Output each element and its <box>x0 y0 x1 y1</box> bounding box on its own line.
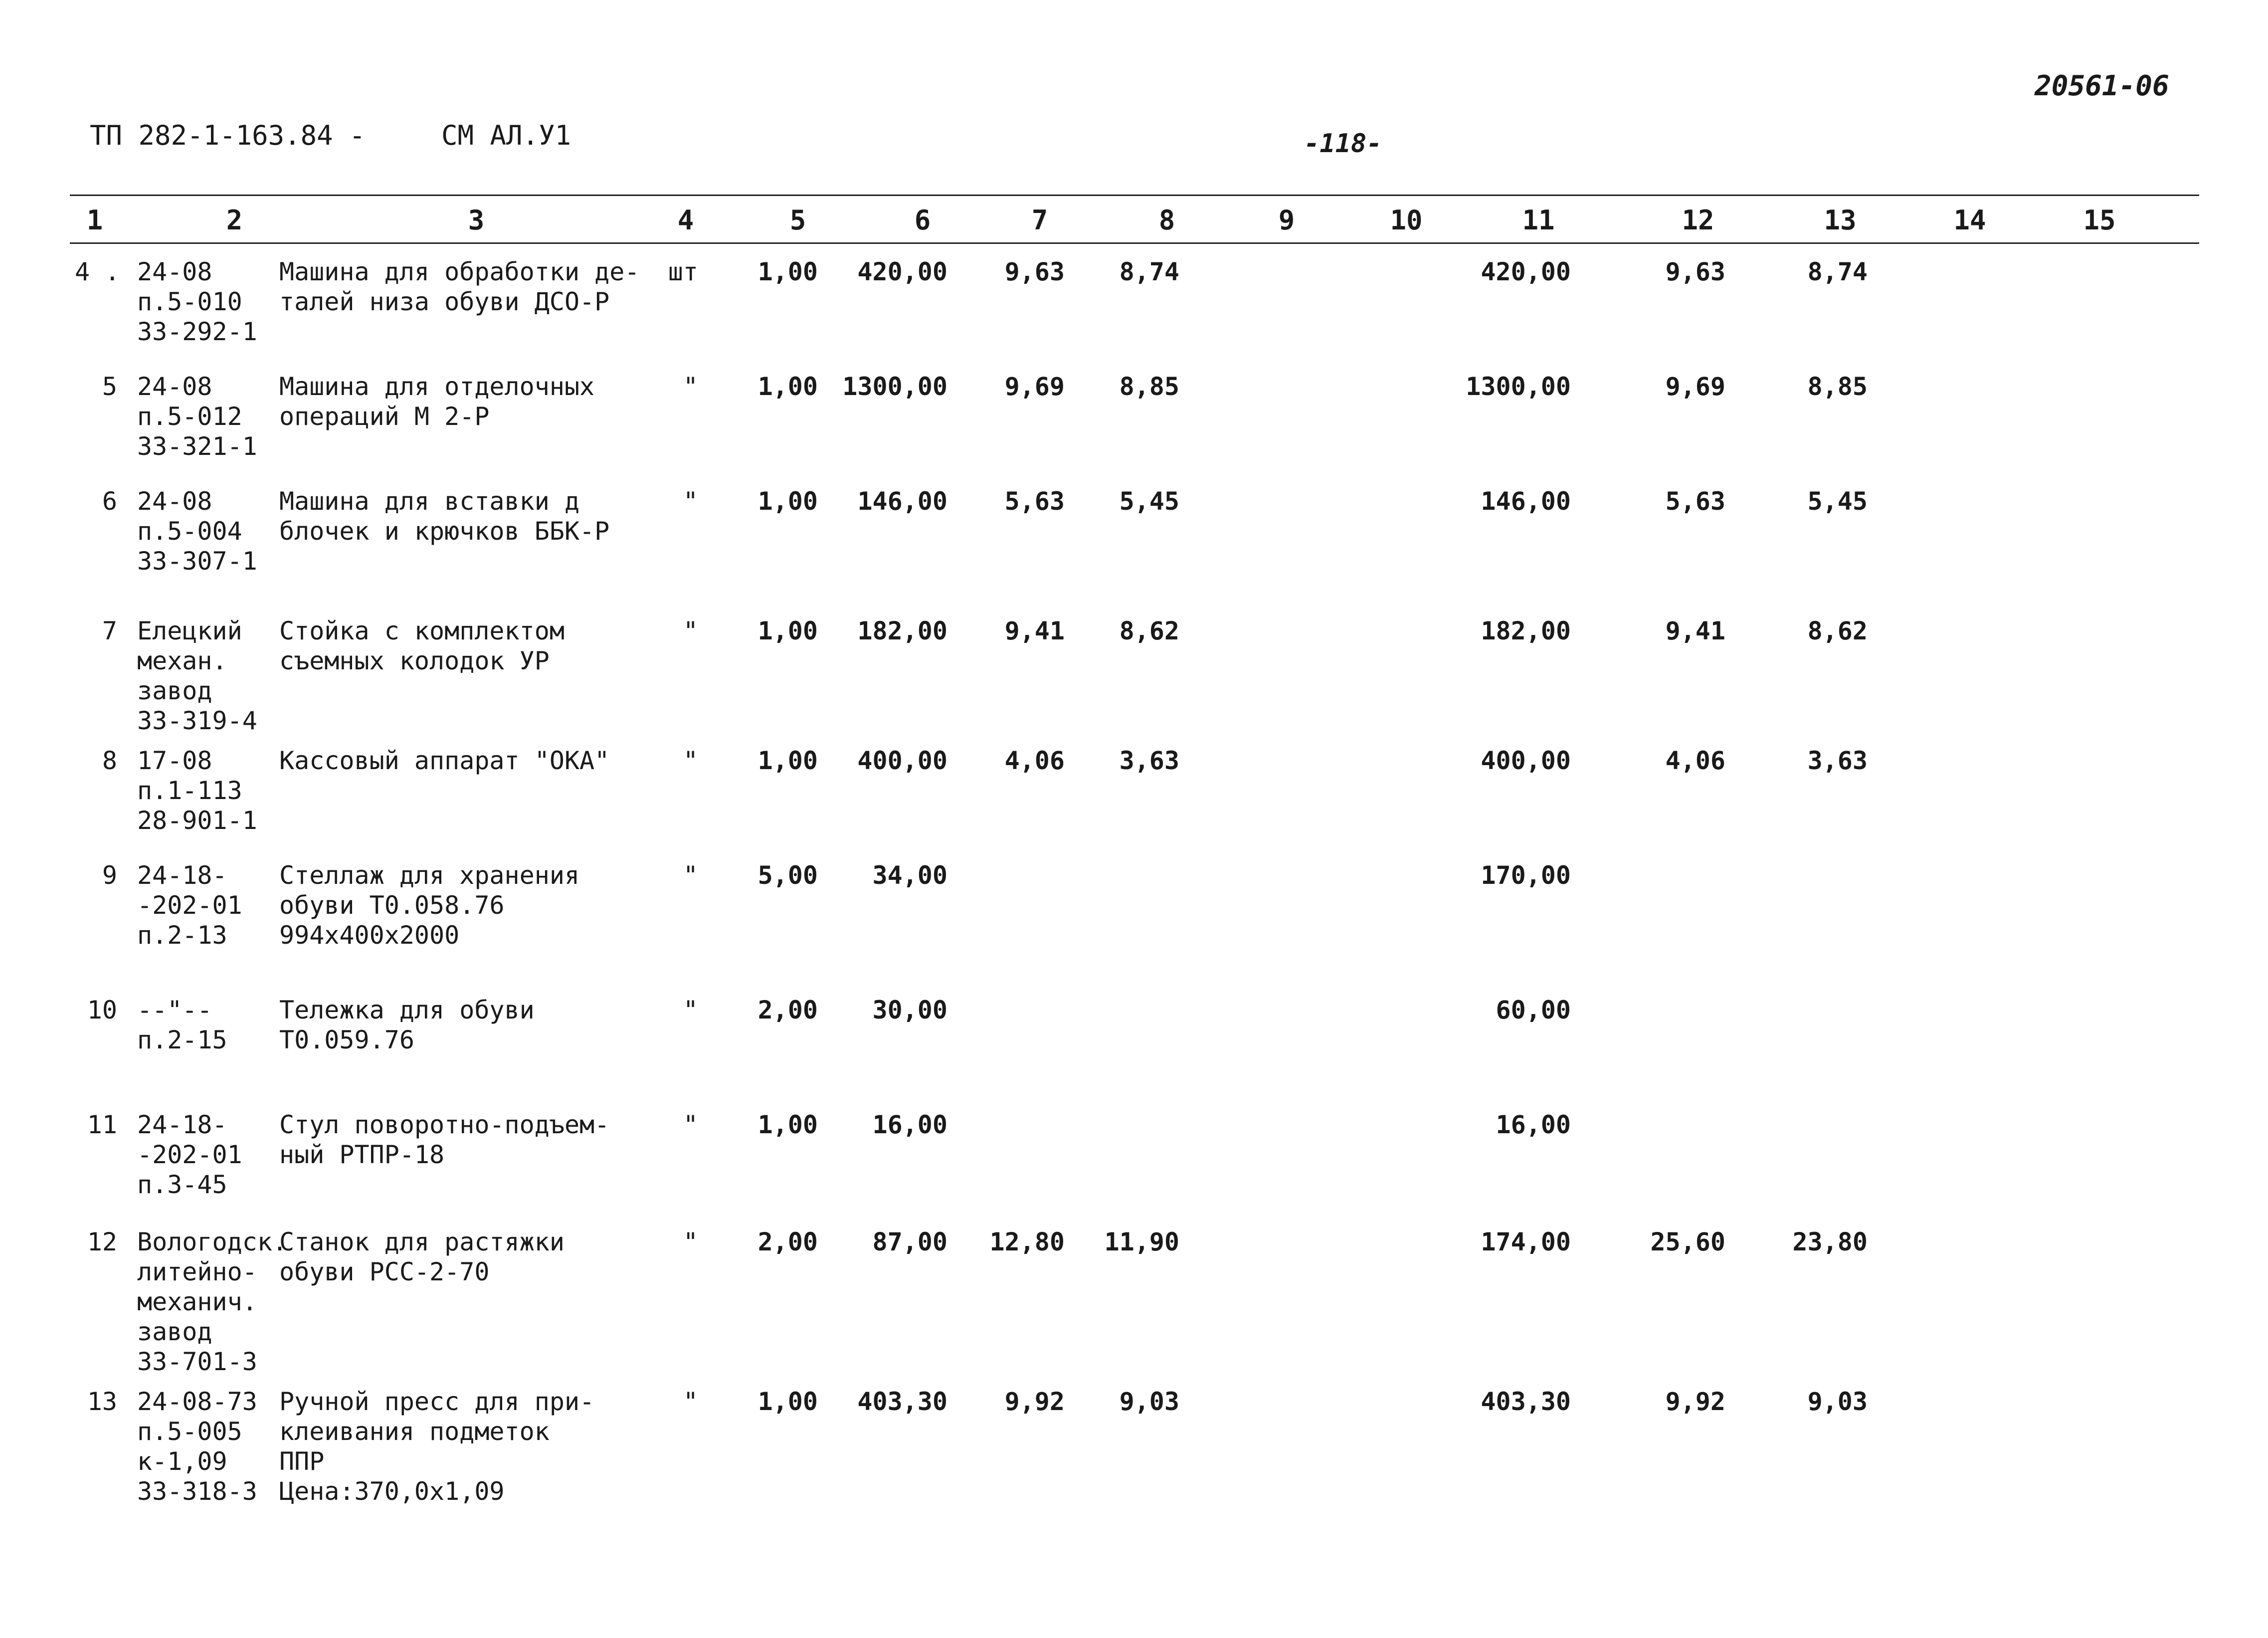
column-number: 12 <box>1682 205 1714 236</box>
unit-price: 34,00 <box>872 861 947 890</box>
unit: шт <box>668 257 698 286</box>
item-name: Ручной пресс для при- клеивания подметок ППР Цена:370,0х1,09 <box>279 1387 595 1506</box>
column-number: 8 <box>1158 205 1175 236</box>
quantity: 1,00 <box>757 372 818 401</box>
quantity: 2,00 <box>757 1228 818 1256</box>
row-number: 11 <box>87 1110 117 1139</box>
unit: " <box>683 996 698 1024</box>
unit: " <box>683 487 698 516</box>
row-number: 12 <box>87 1228 117 1256</box>
col12-value: 9,92 <box>1665 1387 1725 1416</box>
col12-value: 25,60 <box>1650 1228 1725 1256</box>
price-reference: 24-08 п.5-010 33-292-1 <box>137 257 257 346</box>
column-number: 6 <box>914 205 931 236</box>
quantity: 5,00 <box>757 861 818 890</box>
quantity: 1,00 <box>757 616 818 645</box>
price-reference: 24-18- -202-01 п.2-13 <box>137 861 242 950</box>
col8-value: 8,85 <box>1119 372 1179 401</box>
row-number: 7 <box>102 616 117 645</box>
sheet-code: СМ АЛ.У1 <box>441 120 571 151</box>
col12-value: 9,69 <box>1665 372 1725 401</box>
column-number: 9 <box>1278 205 1295 236</box>
price-reference: 24-08-73 п.5-005 к-1,09 33-318-3 <box>137 1387 257 1506</box>
total-price: 420,00 <box>1481 257 1571 286</box>
col7-value: 5,63 <box>1004 487 1065 516</box>
total-price: 16,00 <box>1496 1110 1571 1139</box>
unit-price: 400,00 <box>857 746 947 775</box>
total-price: 400,00 <box>1481 746 1571 775</box>
column-number: 2 <box>226 205 243 236</box>
col7-value: 9,92 <box>1004 1387 1065 1416</box>
col12-value: 9,41 <box>1665 616 1725 645</box>
price-reference: Вологодск. литейно- механич. завод 33-701-3 <box>137 1228 288 1376</box>
total-price: 1300,00 <box>1466 372 1571 401</box>
unit: " <box>683 1110 698 1139</box>
item-name: Стул поворотно-подъем- ный РТПР-18 <box>279 1110 610 1169</box>
col7-value: 9,63 <box>1004 257 1065 286</box>
column-number: 7 <box>1031 205 1048 236</box>
quantity: 1,00 <box>757 1387 818 1416</box>
column-number: 14 <box>1953 205 1986 236</box>
price-reference: 24-18- -202-01 п.3-45 <box>137 1110 242 1199</box>
total-price: 403,30 <box>1481 1387 1571 1416</box>
col8-value: 3,63 <box>1119 746 1179 775</box>
price-reference: --"-- п.2-15 <box>137 996 227 1054</box>
col8-value: 8,74 <box>1119 257 1179 286</box>
column-number: 10 <box>1390 205 1423 236</box>
column-number: 13 <box>1824 205 1857 236</box>
row-number: 9 <box>102 861 117 890</box>
quantity: 1,00 <box>757 487 818 516</box>
row-number: 4 . <box>75 257 120 286</box>
col13-value: 23,80 <box>1792 1228 1868 1256</box>
col12-value: 4,06 <box>1665 746 1725 775</box>
row-number: 5 <box>102 372 117 401</box>
total-price: 174,00 <box>1481 1228 1571 1256</box>
unit: " <box>683 372 698 401</box>
total-price: 170,00 <box>1481 861 1571 890</box>
price-reference: Елецкий механ. завод 33-319-4 <box>137 616 257 735</box>
column-number: 15 <box>2083 205 2116 236</box>
unit: " <box>683 861 698 890</box>
unit: " <box>683 746 698 775</box>
item-name: Машина для обработки де- талей низа обуви ДСО-Р <box>279 257 640 316</box>
col7-value: 4,06 <box>1004 746 1065 775</box>
item-name: Стойка с комплектом съемных колодок УР <box>279 616 565 675</box>
unit-price: 182,00 <box>857 616 947 645</box>
unit-price: 16,00 <box>872 1110 947 1139</box>
price-reference: 24-08 п.5-012 33-321-1 <box>137 372 257 461</box>
table-header-rule <box>70 242 2199 244</box>
price-reference: 17-08 п.1-113 28-901-1 <box>137 746 257 835</box>
document-reference: ТП 282-1-163.84 - <box>90 120 366 151</box>
quantity: 1,00 <box>757 257 818 286</box>
row-number: 6 <box>102 487 117 516</box>
item-name: Тележка для обуви Т0.059.76 <box>279 996 535 1054</box>
col8-value: 5,45 <box>1119 487 1179 516</box>
column-number: 5 <box>789 205 806 236</box>
unit-price: 1300,00 <box>842 372 947 401</box>
total-price: 60,00 <box>1496 996 1571 1024</box>
col8-value: 8,62 <box>1119 616 1179 645</box>
row-number: 13 <box>87 1387 117 1416</box>
quantity: 2,00 <box>757 996 818 1024</box>
row-number: 8 <box>102 746 117 775</box>
page-number: -118- <box>1304 129 1382 159</box>
column-number: 1 <box>86 205 103 236</box>
item-name: Машина для вставки д блочек и крючков ББК-Р <box>279 487 610 546</box>
item-name: Кассовый аппарат "ОКА" <box>279 746 610 775</box>
unit-price: 87,00 <box>872 1228 947 1256</box>
col12-value: 9,63 <box>1665 257 1725 286</box>
total-price: 146,00 <box>1481 487 1571 516</box>
document-code: 20561-06 <box>2035 70 2169 102</box>
unit: " <box>683 616 698 645</box>
col13-value: 8,85 <box>1807 372 1868 401</box>
unit: " <box>683 1387 698 1416</box>
quantity: 1,00 <box>757 746 818 775</box>
item-name: Машина для отделочных операций М 2-Р <box>279 372 595 431</box>
col7-value: 9,69 <box>1004 372 1065 401</box>
price-reference: 24-08 п.5-004 33-307-1 <box>137 487 257 576</box>
item-name: Станок для растяжки обуви РСС-2-70 <box>279 1228 565 1286</box>
col8-value: 11,90 <box>1104 1228 1179 1256</box>
row-number: 10 <box>87 996 117 1024</box>
col7-value: 9,41 <box>1004 616 1065 645</box>
col13-value: 5,45 <box>1807 487 1868 516</box>
column-number: 11 <box>1522 205 1555 236</box>
column-number: 4 <box>677 205 694 236</box>
total-price: 182,00 <box>1481 616 1571 645</box>
col12-value: 5,63 <box>1665 487 1725 516</box>
col8-value: 9,03 <box>1119 1387 1179 1416</box>
unit-price: 30,00 <box>872 996 947 1024</box>
column-number: 3 <box>468 205 485 236</box>
quantity: 1,00 <box>757 1110 818 1139</box>
col7-value: 12,80 <box>989 1228 1065 1256</box>
col13-value: 9,03 <box>1807 1387 1868 1416</box>
unit-price: 146,00 <box>857 487 947 516</box>
item-name: Стеллаж для хранения обуви Т0.058.76 994х400х2000 <box>279 861 580 950</box>
col13-value: 8,74 <box>1807 257 1868 286</box>
unit-price: 420,00 <box>857 257 947 286</box>
table-top-rule <box>70 195 2199 196</box>
col13-value: 8,62 <box>1807 616 1868 645</box>
col13-value: 3,63 <box>1807 746 1868 775</box>
unit-price: 403,30 <box>857 1387 947 1416</box>
unit: " <box>683 1228 698 1256</box>
